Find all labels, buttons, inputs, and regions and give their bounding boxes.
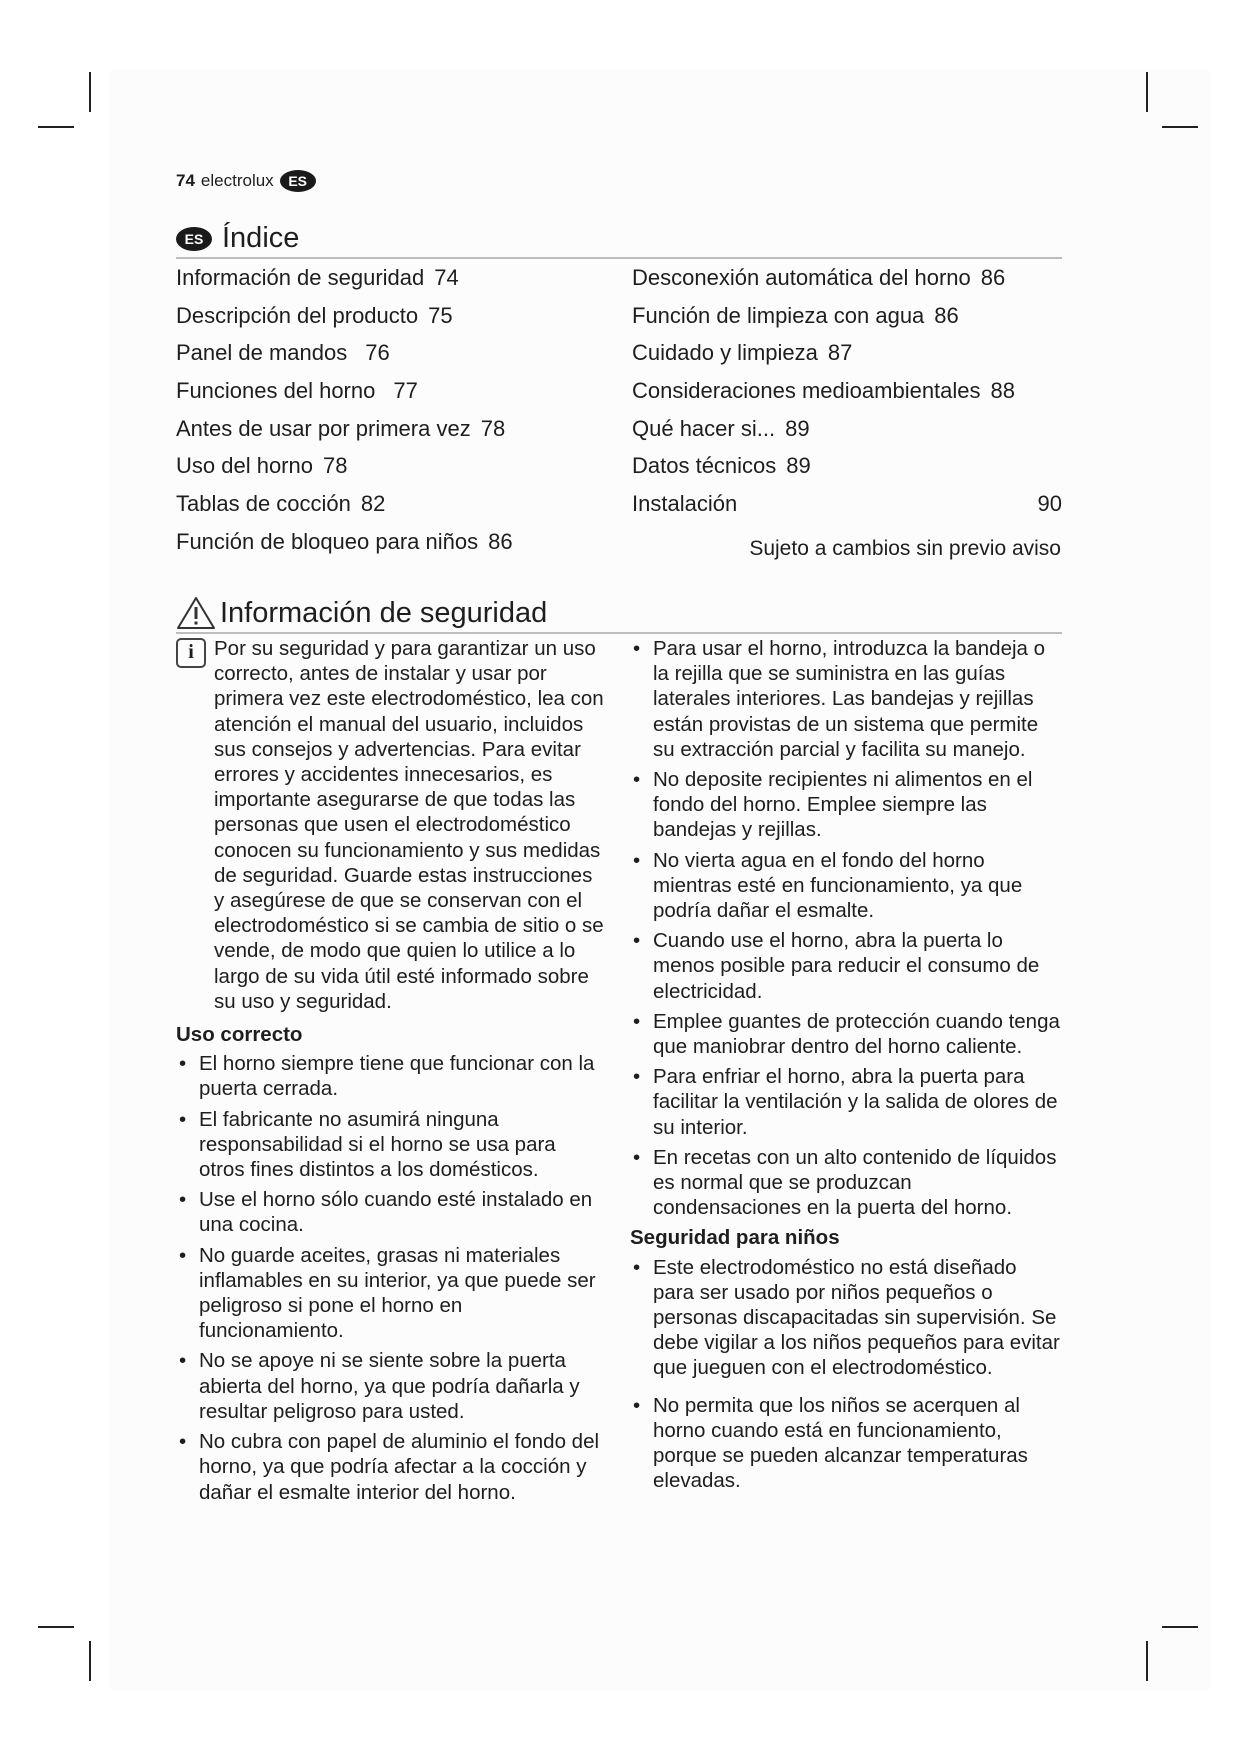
list-item: • No vierta agua en el fondo del horno mientras esté en funcionamiento, ya que podría dañar el esmalte. xyxy=(630,848,1060,924)
toc-label: Instalación xyxy=(632,491,738,517)
crop-mark xyxy=(89,1641,91,1681)
toc-label: Función de bloqueo para niños xyxy=(176,528,479,554)
toc-page: 74 xyxy=(434,265,459,290)
toc-entry[interactable] xyxy=(176,338,596,376)
page-number: 74 xyxy=(176,171,195,190)
crop-mark xyxy=(38,1626,74,1628)
list-item: • Para usar el horno, introduzca la bandeja o la rejilla que se suministra en las guías laterales interiores. Las bandejas y rejillas están provistas de un sistema que permite su extracción parcial y facilita su manejo. xyxy=(630,636,1060,762)
toc-label: Tablas de cocción xyxy=(176,491,351,517)
list-item: • Para enfriar el horno, abra la puerta para facilitar la ventilación y la salida de olores de su interior. xyxy=(630,1064,1060,1140)
toc-entry[interactable] xyxy=(176,301,596,339)
safety-heading: Información de seguridad xyxy=(220,596,548,629)
seguridad-ninos-heading: Seguridad para niños xyxy=(630,1226,840,1250)
toc-label: Panel de mandos xyxy=(176,340,348,366)
list-item: • En recetas con un alto contenido de líquidos es normal que se produzcan condensaciones en la puerta del horno. xyxy=(630,1145,1060,1221)
list-item: • No permita que los niños se acerquen al horno cuando está en funcionamiento, porque se pueden alcanzar temperaturas elevadas. xyxy=(630,1393,1060,1494)
toc-label: Desconexión automática del horno xyxy=(632,265,971,290)
toc-label: Funciones del horno xyxy=(176,378,376,404)
toc-entry[interactable] xyxy=(632,451,1062,489)
toc-page: 86 xyxy=(488,528,513,554)
toc-entry[interactable] xyxy=(176,414,596,452)
toc-page: 82 xyxy=(360,491,386,517)
toc-page: 87 xyxy=(827,340,853,366)
list-item: • El horno siempre tiene que funcionar con la puerta cerrada. xyxy=(176,1051,606,1101)
toc-page: 86 xyxy=(934,302,959,328)
list-item: • Use el horno sólo cuando esté instalado en una cocina. xyxy=(176,1187,606,1237)
uso-correcto-list xyxy=(176,1051,606,1504)
toc-entry[interactable] xyxy=(632,301,1062,339)
running-header xyxy=(176,170,316,192)
toc-page: 78 xyxy=(322,453,348,479)
intro-paragraph: Por su seguridad y para garantizar un uso correcto, antes de instalar y usar por primera vez este electrodoméstico, lea con atención el manual del usuario, incluidos sus consejos y advertencias. Para evitar errores y accidentes innecesarios, es importante asegurarse de que todas las personas que usen el electrodoméstico conocen su funcionamiento y sus medidas de seguridad. Guarde estas instrucciones y asegúrese de que se conservan con el electrodoméstico si se cambia de sitio o se vende, de modo que quien lo utilice a lo largo de su vida útil esté informado sobre su uso y seguridad. xyxy=(214,637,604,1013)
list-item: • No cubra con papel de aluminio el fondo del horno, ya que podría afectar a la cocción y dañar el esmalte interior del horno. xyxy=(176,1429,606,1505)
toc-label: Antes de usar por primera vez xyxy=(176,415,471,441)
toc-label: Información de seguridad xyxy=(176,265,425,290)
toc-entry[interactable] xyxy=(176,376,596,414)
language-badge: ES xyxy=(280,170,316,192)
toc-page: 89 xyxy=(785,415,810,441)
list-item: • Emplee guantes de protección cuando tenga que maniobrar dentro del horno caliente. xyxy=(630,1009,1060,1059)
toc-left-column xyxy=(176,263,596,565)
list-item: • No deposite recipientes ni alimentos en el fondo del horno. Emplee siempre las bandejas y rejillas. xyxy=(630,767,1060,843)
crop-mark xyxy=(1162,1626,1198,1628)
toc-right-column xyxy=(632,263,1062,527)
crop-mark xyxy=(38,126,74,128)
crop-mark xyxy=(1146,1641,1148,1681)
toc-label: Uso del horno xyxy=(176,453,313,479)
toc-page: 88 xyxy=(990,378,1016,404)
info-note xyxy=(176,636,606,1014)
toc-page: 86 xyxy=(980,265,1006,290)
toc-entry[interactable] xyxy=(176,489,596,527)
toc-label: Qué hacer si... xyxy=(632,415,776,441)
toc-page: 77 xyxy=(393,378,418,404)
uso-correcto-heading: Uso correcto xyxy=(176,1023,303,1047)
toc-entry[interactable] xyxy=(632,263,1062,301)
toc-entry[interactable] xyxy=(176,527,596,565)
toc-page: 76 xyxy=(365,340,390,366)
safety-left-column xyxy=(176,636,606,1510)
list-item: • No se apoye ni se siente sobre la puerta abierta del horno, ya que podría dañarla y resultar peligroso para usted. xyxy=(176,1348,606,1424)
toc-entry[interactable] xyxy=(176,451,596,489)
brand-name: electrolux xyxy=(200,171,274,190)
crop-mark xyxy=(1162,126,1198,128)
toc-page: 78 xyxy=(480,415,506,441)
toc-page: 75 xyxy=(428,302,453,328)
toc-entry[interactable] xyxy=(632,414,1062,452)
toc-label: Datos técnicos xyxy=(632,453,777,479)
safety-right-column xyxy=(630,636,1060,1499)
oven-use-list xyxy=(630,636,1060,1220)
crop-mark xyxy=(89,72,91,112)
toc-entry[interactable] xyxy=(632,338,1062,376)
toc-entry[interactable] xyxy=(632,376,1062,414)
list-item: • El fabricante no asumirá ninguna responsabilidad si el horno se usa para otros fines distintos a los domésticos. xyxy=(176,1107,606,1183)
list-item: • Este electrodoméstico no está diseñado para ser usado por niños pequeños o personas discapacitadas sin supervisión. Se debe vigilar a los niños pequeños para evitar que jueguen con el electrodoméstico. xyxy=(630,1255,1060,1381)
safety-title xyxy=(176,596,1062,634)
toc-entry[interactable] xyxy=(632,489,1062,527)
index-heading: Índice xyxy=(222,222,300,254)
toc-entry[interactable] xyxy=(176,263,596,301)
list-item: • Cuando use el horno, abra la puerta lo menos posible para reducir el consumo de electricidad. xyxy=(630,928,1060,1004)
toc-page: 89 xyxy=(786,453,811,479)
toc-page: 90 xyxy=(1037,491,1062,517)
list-item: • No guarde aceites, grasas ni materiales inflamables en su interior, ya que puede ser peligroso si pone el horno en funcionamiento. xyxy=(176,1243,606,1344)
toc-label: Descripción del producto xyxy=(176,302,419,328)
crop-mark xyxy=(1146,72,1148,112)
language-badge: ES xyxy=(176,227,212,251)
seguridad-ninos-list xyxy=(630,1255,1060,1494)
warning-triangle-icon xyxy=(176,596,216,630)
index-title xyxy=(176,222,1062,259)
change-notice: Sujeto a cambios sin previo aviso xyxy=(749,537,1061,560)
toc-label: Cuidado y limpieza xyxy=(632,340,818,366)
toc-label: Consideraciones medioambientales xyxy=(632,378,981,404)
info-icon: i xyxy=(176,638,206,668)
toc-label: Función de limpieza con agua xyxy=(632,302,925,328)
